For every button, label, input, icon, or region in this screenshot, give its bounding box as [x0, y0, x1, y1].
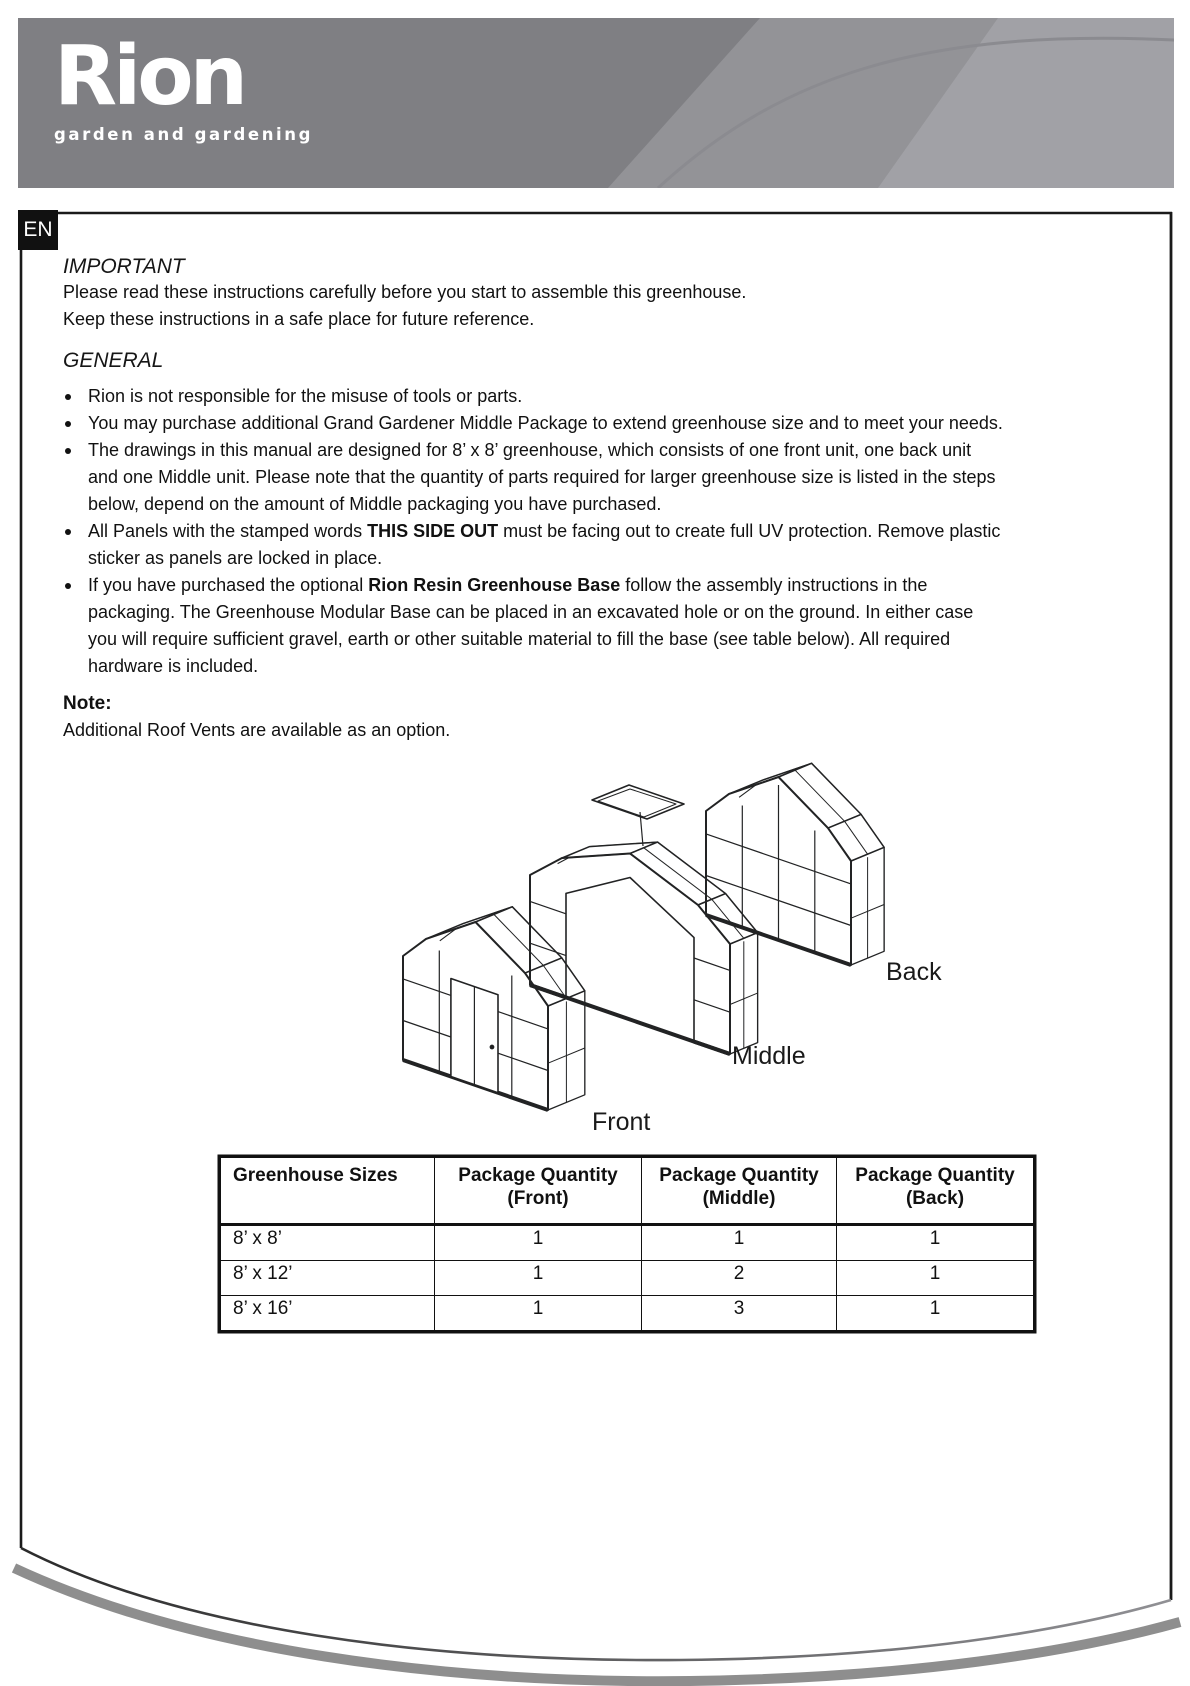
table-cell: 1 — [837, 1296, 1035, 1332]
general-section — [63, 349, 1138, 680]
table-cell: 8’ x 8’ — [220, 1225, 435, 1261]
rion-logo-text: Rion — [54, 29, 244, 124]
bullet-item: You may purchase additional Grand Gardener Middle Package to extend greenhouse size and to meet your needs. — [63, 410, 1138, 437]
important-line: Please read these instructions carefully before you start to assemble this greenhouse. — [63, 282, 747, 302]
important-section — [63, 255, 1138, 332]
table-cell: 2 — [642, 1261, 837, 1296]
table-cell: 1 — [435, 1261, 642, 1296]
rion-logo — [54, 29, 314, 144]
table-row — [220, 1296, 1035, 1332]
diagram-label-middle: Middle — [732, 1042, 806, 1070]
table-cell: 3 — [642, 1296, 837, 1332]
bullet-item: If you have purchased the optional Rion Resin Greenhouse Base follow the assembly instructions in the packaging. The Greenhouse Modular Base can be placed in an excavated hole or on the ground. In either case you will require sufficient gravel, earth or other suitable material to fill the base (see table below). All required hardware is included. — [63, 572, 1138, 680]
general-heading: GENERAL — [63, 349, 164, 372]
table-cell: 1 — [837, 1225, 1035, 1261]
table-header-cell: Package Quantity (Middle) — [642, 1157, 837, 1225]
table-row — [220, 1225, 1035, 1261]
table-cell: 1 — [837, 1261, 1035, 1296]
table-cell: 1 — [435, 1296, 642, 1332]
table-header-cell: Package Quantity (Front) — [435, 1157, 642, 1225]
bullet-item: The drawings in this manual are designed for 8’ x 8’ greenhouse, which consists of one front unit, one back unit and one Middle unit. Please note that the quantity of parts required for larger greenhouse size is listed in the steps below, depend on the amount of Middle packaging you have purchased. — [63, 437, 1138, 518]
diagram-label-back: Back — [886, 958, 942, 986]
note-text: Additional Roof Vents are available as an option. — [63, 720, 451, 740]
table-row — [220, 1261, 1035, 1296]
language-badge: EN — [18, 210, 58, 250]
greenhouse-units-illustration — [370, 735, 990, 1165]
table-cell: 1 — [435, 1225, 642, 1261]
package-quantity-table — [218, 1155, 1036, 1333]
important-line: Keep these instructions in a safe place for future reference. — [63, 308, 535, 329]
brand-banner — [18, 18, 1174, 188]
general-bullet-list — [63, 383, 1138, 680]
table-cell: 1 — [642, 1225, 837, 1261]
important-paragraph — [63, 279, 1138, 332]
table-header-row — [220, 1157, 1035, 1225]
diagram-label-front: Front — [592, 1108, 651, 1136]
table-header-cell: Package Quantity (Back) — [837, 1157, 1035, 1225]
rion-logo-tagline: garden and gardening — [54, 125, 314, 144]
table-header-cell: Greenhouse Sizes — [220, 1157, 435, 1225]
bullet-item: All Panels with the stamped words THIS SIDE OUT must be facing out to create full UV protection. Remove plastic sticker as panels are locked in place. — [63, 518, 1138, 572]
table-cell: 8’ x 16’ — [220, 1296, 435, 1332]
important-heading: IMPORTANT — [63, 255, 185, 278]
note-label: Note: — [63, 693, 112, 714]
table-cell: 8’ x 12’ — [220, 1261, 435, 1296]
bullet-item: Rion is not responsible for the misuse of tools or parts. — [63, 383, 1138, 410]
